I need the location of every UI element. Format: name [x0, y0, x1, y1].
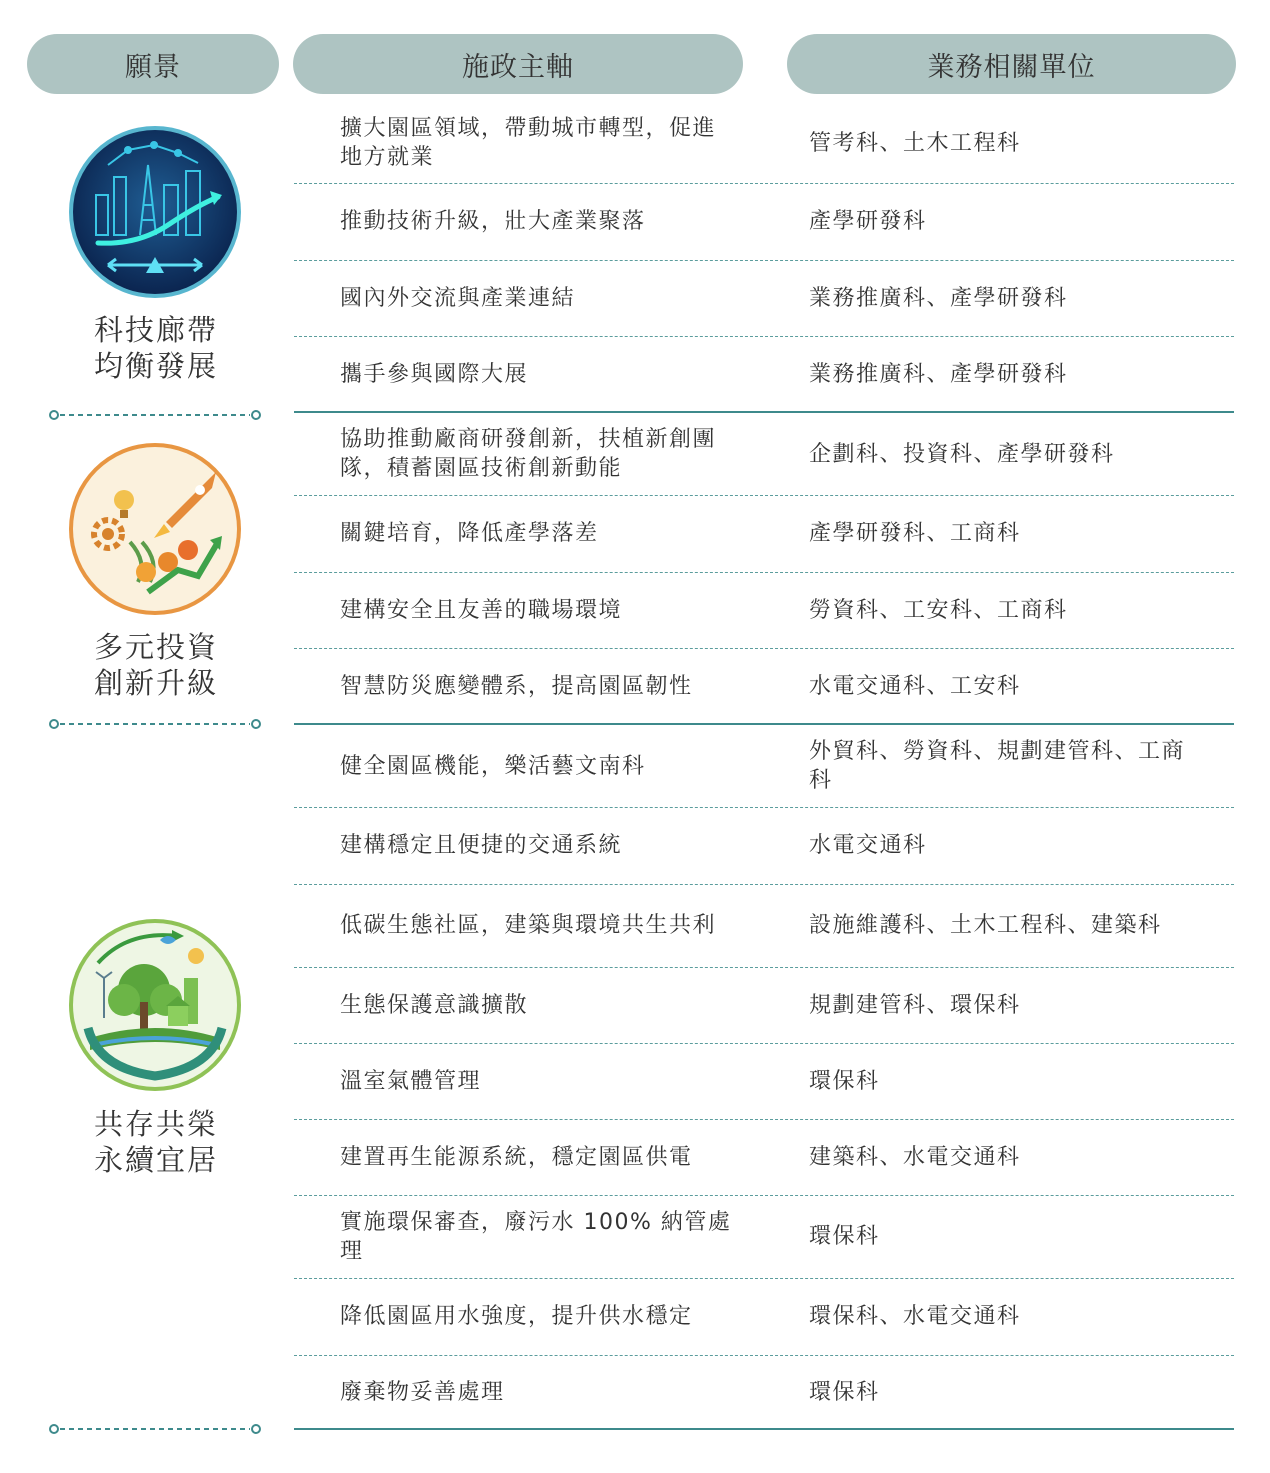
units-cell: 環保科、水電交通科	[809, 1304, 1021, 1329]
policy-cell: 溫室氣體管理	[340, 1068, 482, 1094]
units-cell: 產學研發科	[809, 209, 927, 234]
policy-cell: 建構安全且友善的職場環境	[340, 597, 623, 623]
policy-cell: 實施環保審查，廢污水 100% 納管處理	[340, 1209, 732, 1264]
policy-cell: 建置再生能源系統，穩定園區供電	[340, 1144, 693, 1170]
vision-label	[46, 312, 266, 384]
vision-label	[46, 1106, 266, 1178]
vision-line: 共存共榮	[93, 1107, 218, 1141]
table-row	[294, 807, 1234, 884]
units-cell: 業務推廣科、產學研發科	[809, 361, 1068, 387]
policy-cell: 攜手參與國際大展	[340, 361, 529, 387]
table-row	[294, 1278, 1234, 1355]
policy-cell: 降低園區用水強度，提升供水穩定	[340, 1304, 693, 1329]
rocket-investment-icon	[68, 442, 242, 616]
table-row	[294, 183, 1234, 260]
group-divider	[294, 1428, 1234, 1430]
units-cell: 建築科、水電交通科	[809, 1144, 1021, 1170]
tech-city-balance-icon	[68, 125, 242, 299]
table-row	[294, 260, 1234, 336]
header-vision: 願景	[27, 34, 279, 94]
units-cell: 環保科	[809, 1224, 880, 1249]
units-cell: 水電交通科	[809, 833, 927, 858]
table-row	[294, 336, 1234, 412]
policy-cell: 協助推動廠商研發創新，扶植新創團隊，積蓄園區技術創新動能	[340, 427, 717, 481]
table-row	[294, 1195, 1234, 1278]
policy-cell: 關鍵培育，降低產學落差	[340, 521, 599, 546]
policy-cell: 建構穩定且便捷的交通系統	[340, 833, 623, 858]
table-row	[294, 967, 1234, 1043]
header-policy: 施政主軸	[293, 34, 743, 94]
policy-cell: 健全園區機能，樂活藝文南科	[340, 753, 646, 779]
units-cell: 管考科、土木工程科	[809, 130, 1021, 156]
units-cell: 環保科	[809, 1379, 880, 1405]
policy-cell: 推動技術升級，壯大產業聚落	[340, 209, 646, 234]
vision-line: 創新升級	[93, 666, 218, 700]
table-row	[294, 413, 1234, 495]
table-row	[294, 103, 1234, 183]
units-cell: 勞資科、工安科、工商科	[809, 597, 1068, 623]
header-units: 業務相關單位	[787, 34, 1236, 94]
table-row	[294, 884, 1234, 967]
units-cell: 設施維護科、土木工程科、建築科	[809, 913, 1162, 938]
vision-line: 均衡發展	[93, 349, 218, 383]
vision-line: 多元投資	[93, 630, 218, 664]
units-cell: 規劃建管科、環保科	[809, 992, 1021, 1018]
table-row	[294, 1043, 1234, 1119]
units-cell: 水電交通科、工安科	[809, 673, 1021, 699]
table-row	[294, 1119, 1234, 1195]
vision-label	[46, 629, 266, 701]
divider-connector	[48, 409, 262, 421]
table-row	[294, 1355, 1234, 1429]
policy-cell: 擴大園區領域，帶動城市轉型，促進地方就業	[340, 116, 717, 170]
units-cell: 企劃科、投資科、產學研發科	[809, 441, 1115, 467]
table-row	[294, 572, 1234, 648]
units-cell: 環保科	[809, 1068, 880, 1094]
vision-line: 科技廊帶	[93, 313, 218, 347]
table-row	[294, 495, 1234, 572]
divider-connector	[48, 718, 262, 730]
table-row	[294, 725, 1234, 807]
policy-cell: 智慧防災應變體系，提高園區韌性	[340, 673, 693, 699]
units-cell: 業務推廣科、產學研發科	[809, 285, 1068, 311]
table-row	[294, 648, 1234, 724]
units-cell: 產學研發科、工商科	[809, 521, 1021, 546]
vision-line: 永續宜居	[93, 1143, 218, 1177]
policy-cell: 國內外交流與產業連結	[340, 285, 576, 311]
policy-cell: 生態保護意識擴散	[340, 992, 529, 1018]
units-cell: 外貿科、勞資科、規劃建管科、工商科	[809, 739, 1186, 793]
policy-cell: 低碳生態社區，建築與環境共生共利	[340, 913, 717, 938]
green-tree-sustainability-icon	[68, 918, 242, 1092]
policy-cell: 廢棄物妥善處理	[340, 1379, 505, 1405]
divider-connector	[48, 1423, 262, 1435]
